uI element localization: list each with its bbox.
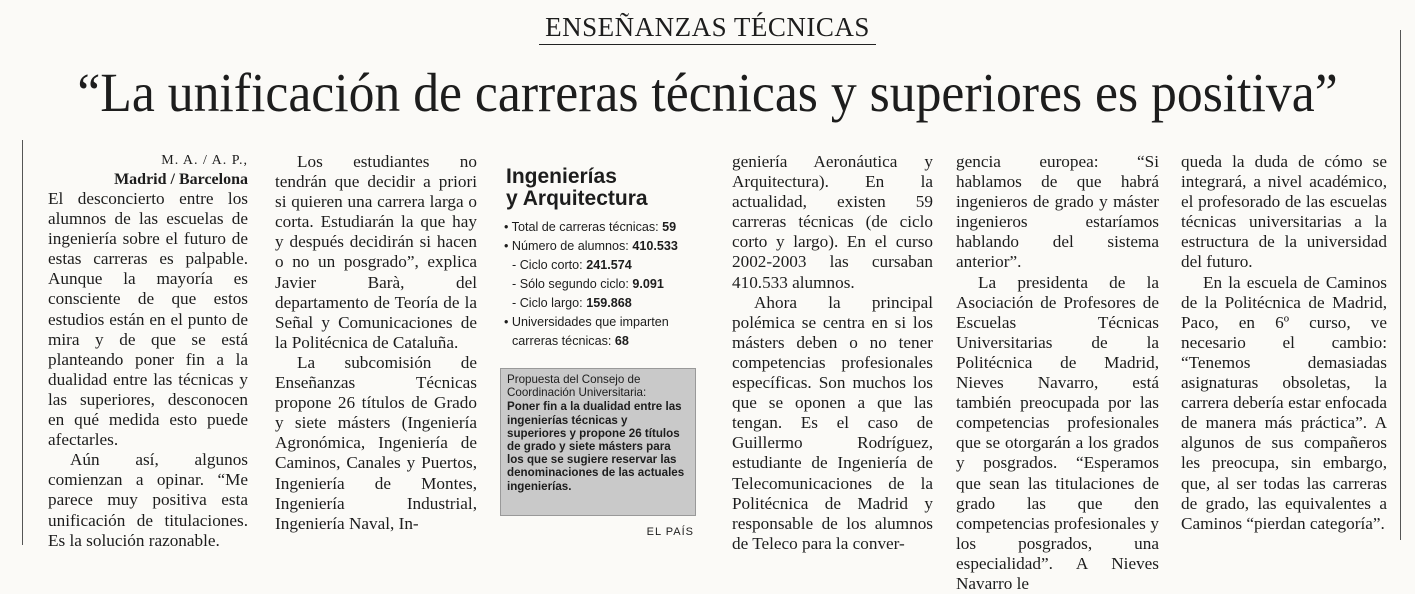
paragraph: gencia europea: “Si hablamos de que habrá ingenieros de grado y máster ingenieros estaríamos hablando del sistema anterior”. — [956, 152, 1159, 272]
info-box-title: Ingenierías y Arquitectura — [506, 165, 648, 210]
byline: M. A. / A. P., — [161, 153, 248, 168]
paragraph: queda la duda de cómo se integrará, a nivel académico, el profesorado de las escuelas técnicas universitarias a la estructura de la universidad del futuro. — [1181, 152, 1387, 272]
stat-short-cycle: - Ciclo corto: 241.574 — [512, 258, 632, 272]
headline: “La unificación de carreras técnicas y superiores es positiva” — [77, 62, 1338, 123]
section-header — [0, 12, 1415, 43]
paragraph: geniería Aeronáutica y Arquitectura). En la actualidad, existen 59 carreras técnicas (de ciclo corto y largo). En el curso 2002-2003 las cursaban 410.533 alumnos. — [732, 152, 933, 292]
paragraph: La presidenta de la Asociación de Profesores de Escuelas Técnicas Universitarias de la Politécnica de Madrid, Nieves Navarro, está también preocupada por las competencias profesionales que se otorgarán a los grados y posgrados. “Esperamos que sean las titulaciones de grado las que den competencias profesionales y los posgrados, una especialidad”. A Nieves Navarro le — [956, 272, 1159, 593]
source-credit: EL PAÍS — [646, 526, 694, 538]
article-column-2 — [275, 152, 477, 534]
dateline: Madrid / Barcelona — [114, 171, 248, 188]
paragraph: En la escuela de Caminos de la Politécnica de Madrid, Paco, en 6º curso, ve necesario el cambio: “Tenemos demasiadas asignaturas obsoletas, la carrera debería estar enfocada de manera más práctica”. A algunos de sus compañeros les preocupa, sin embargo, que, al ser todas las carreras de grado, las equivalentes a Caminos “pierdan categoría”. — [1181, 272, 1387, 533]
stat-long-cycle: - Ciclo largo: 159.868 — [512, 296, 632, 310]
paragraph: El desconcierto entre los alumnos de las escuelas de ingeniería sobre el futuro de estas carreras es palpable. Aunque la mayoría es consciente de que estos estudios están en el punto de mira y de que se está planteando poner fin a la dualidad entre las técnicas y las superiores, desconocen en qué medida esto puede afectarles. — [48, 189, 248, 450]
stat-second-cycle: - Sólo segundo ciclo: 9.091 — [512, 277, 664, 291]
article-column-3 — [732, 152, 933, 554]
proposal-text: Poner fin a la dualidad entre las ingenierías técnicas y superiores y propone 26 títulos de grado y siete másters para los que se sugiere reservar las denominaciones de las actuales ingenierías. — [507, 400, 685, 493]
column-rule-left — [22, 140, 23, 545]
stat-total-careers: • Total de carreras técnicas: 59 — [504, 220, 677, 234]
proposal-box — [500, 368, 696, 516]
stat-students: • Número de alumnos: 410.533 — [504, 239, 678, 253]
article-column-4 — [956, 152, 1159, 594]
stat-universities: carreras técnicas: 68 — [512, 334, 629, 348]
proposal-heading: Propuesta del Consejo de Coordinación Universitaria: — [507, 373, 647, 400]
paragraph: Ahora la principal polémica se centra en si los másters deben o no tener competencias profesionales específicas. Son muchos los que se oponen a que las tengan. Es el caso de Guillermo Rodríguez, estudiante de Ingeniería de Telecomunicaciones de la Politécnica de Madrid y responsable de los alumnos de Teleco para la conver- — [732, 292, 933, 553]
column-rule-right — [1400, 30, 1401, 540]
article-column-5 — [1181, 152, 1387, 534]
article-column-1 — [48, 152, 248, 551]
section-title: ENSEÑANZAS TÉCNICAS — [539, 12, 876, 45]
info-box — [500, 158, 700, 538]
paragraph: La subcomisión de Enseñanzas Técnicas propone 26 títulos de Grado y siete másters (Ingeniería Agronómica, Ingeniería de Caminos, Canales y Puertos, Ingeniería de Montes, Ingeniería Industrial, Ingeniería Naval, In- — [275, 352, 477, 533]
paragraph: Los estudiantes no tendrán que decidir a priori si quieren una carrera larga o corta. Estudiarán la que hay y después decidirán si hacen o no un posgrado”, explica Javier Barà, del departamento de Teoría de la Señal y Comunicaciones de la Politécnica de Cataluña. — [275, 152, 477, 352]
paragraph: Aún así, algunos comienzan a opinar. “Me parece muy positiva esta unificación de titulaciones. Es la solución razonable. — [48, 450, 248, 550]
stat-universities-label: • Universidades que imparten — [504, 315, 669, 329]
